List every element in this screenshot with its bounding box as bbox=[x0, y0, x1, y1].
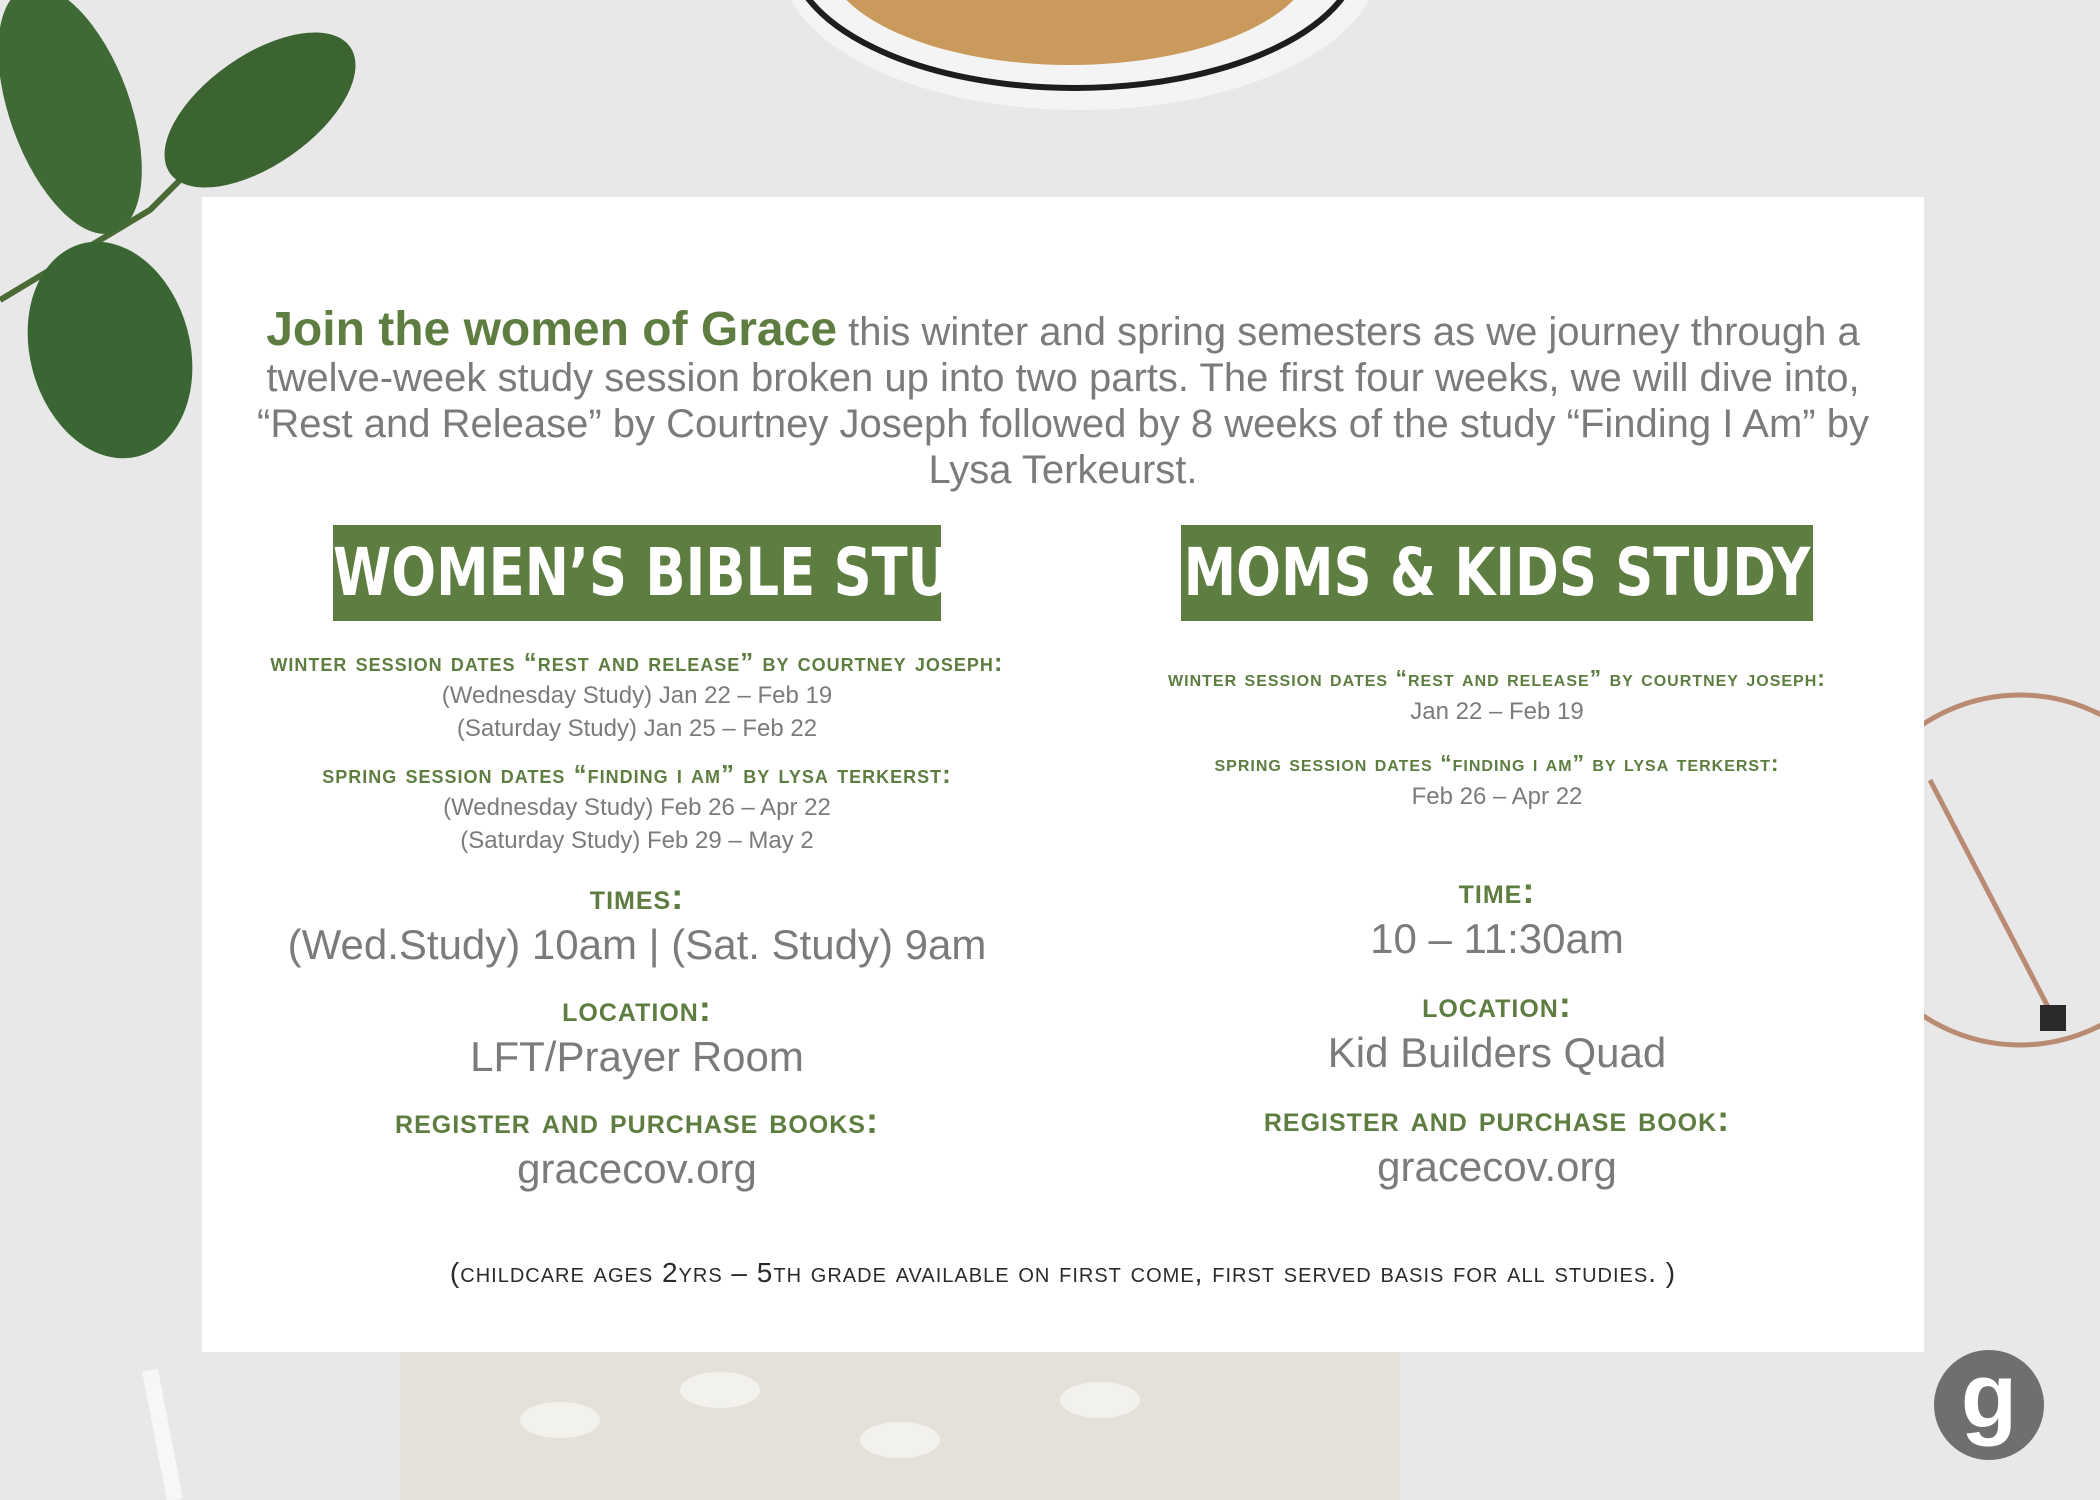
womens-spring-wed: (Wednesday Study) Feb 26 – Apr 22 bbox=[443, 794, 831, 821]
moms-kids-study-title: MOMS & KIDS STUDY bbox=[1181, 525, 1813, 621]
childcare-footnote: (childcare ages 2yrs – 5th grade available on first come, first served basis for all studies. ) bbox=[449, 1257, 1677, 1288]
intro-paragraph bbox=[242, 303, 1884, 493]
moms-winter-heading: winter session dates “rest and release” by courtney joseph: bbox=[1168, 665, 1826, 691]
moms-spring-heading: spring session dates “finding i am” by lysa terkerst: bbox=[1214, 750, 1780, 776]
womens-location-label: location: bbox=[562, 988, 712, 1029]
moms-winter-dates: Jan 22 – Feb 19 bbox=[1410, 698, 1584, 725]
intro-lead: Join the women of Grace bbox=[266, 303, 838, 356]
grace-logo-icon bbox=[1934, 1345, 2044, 1460]
womens-spring-sat: (Saturday Study) Feb 29 – May 2 bbox=[460, 827, 814, 854]
womens-times-value: (Wed.Study) 10am | (Sat. Study) 9am bbox=[287, 921, 987, 968]
womens-winter-wed: (Wednesday Study) Jan 22 – Feb 19 bbox=[441, 682, 833, 709]
womens-register-link[interactable]: gracecov.org bbox=[517, 1145, 757, 1192]
womens-register-label: register and purchase books: bbox=[395, 1100, 879, 1141]
moms-spring-dates: Feb 26 – Apr 22 bbox=[1411, 783, 1583, 810]
moms-location-label: location: bbox=[1422, 984, 1572, 1025]
moms-location-value: Kid Builders Quad bbox=[1327, 1029, 1667, 1076]
womens-spring-heading: spring session dates “finding i am” by lysa terkerst: bbox=[322, 759, 952, 789]
womens-location-value: LFT/Prayer Room bbox=[470, 1033, 804, 1080]
womens-winter-heading: winter session dates “rest and release” by courtney joseph: bbox=[270, 647, 1004, 677]
moms-register-label: register and purchase book: bbox=[1263, 1098, 1731, 1139]
logo-letter: g bbox=[1960, 1345, 2018, 1447]
womens-study-column bbox=[222, 525, 1052, 1195]
moms-register-link[interactable]: gracecov.org bbox=[1377, 1143, 1617, 1190]
moms-kids-study-column bbox=[1102, 525, 1892, 1193]
womens-study-title: WOMEN’S BIBLE STUDY bbox=[333, 525, 941, 621]
moms-time-label: time: bbox=[1458, 870, 1536, 911]
intro-body: this winter and spring semesters as we journey through a twelve-week study session broken up into two parts. The first four weeks, we will dive into, “Rest and Release” by Courtney Joseph followed by 8 weeks of the study “Finding I Am” by Lysa Terkeurst. bbox=[257, 310, 1869, 492]
info-card bbox=[202, 197, 1924, 1352]
womens-times-label: times: bbox=[589, 876, 685, 917]
moms-time-value: 10 – 11:30am bbox=[1370, 915, 1624, 962]
womens-winter-sat: (Saturday Study) Jan 25 – Feb 22 bbox=[456, 715, 818, 742]
